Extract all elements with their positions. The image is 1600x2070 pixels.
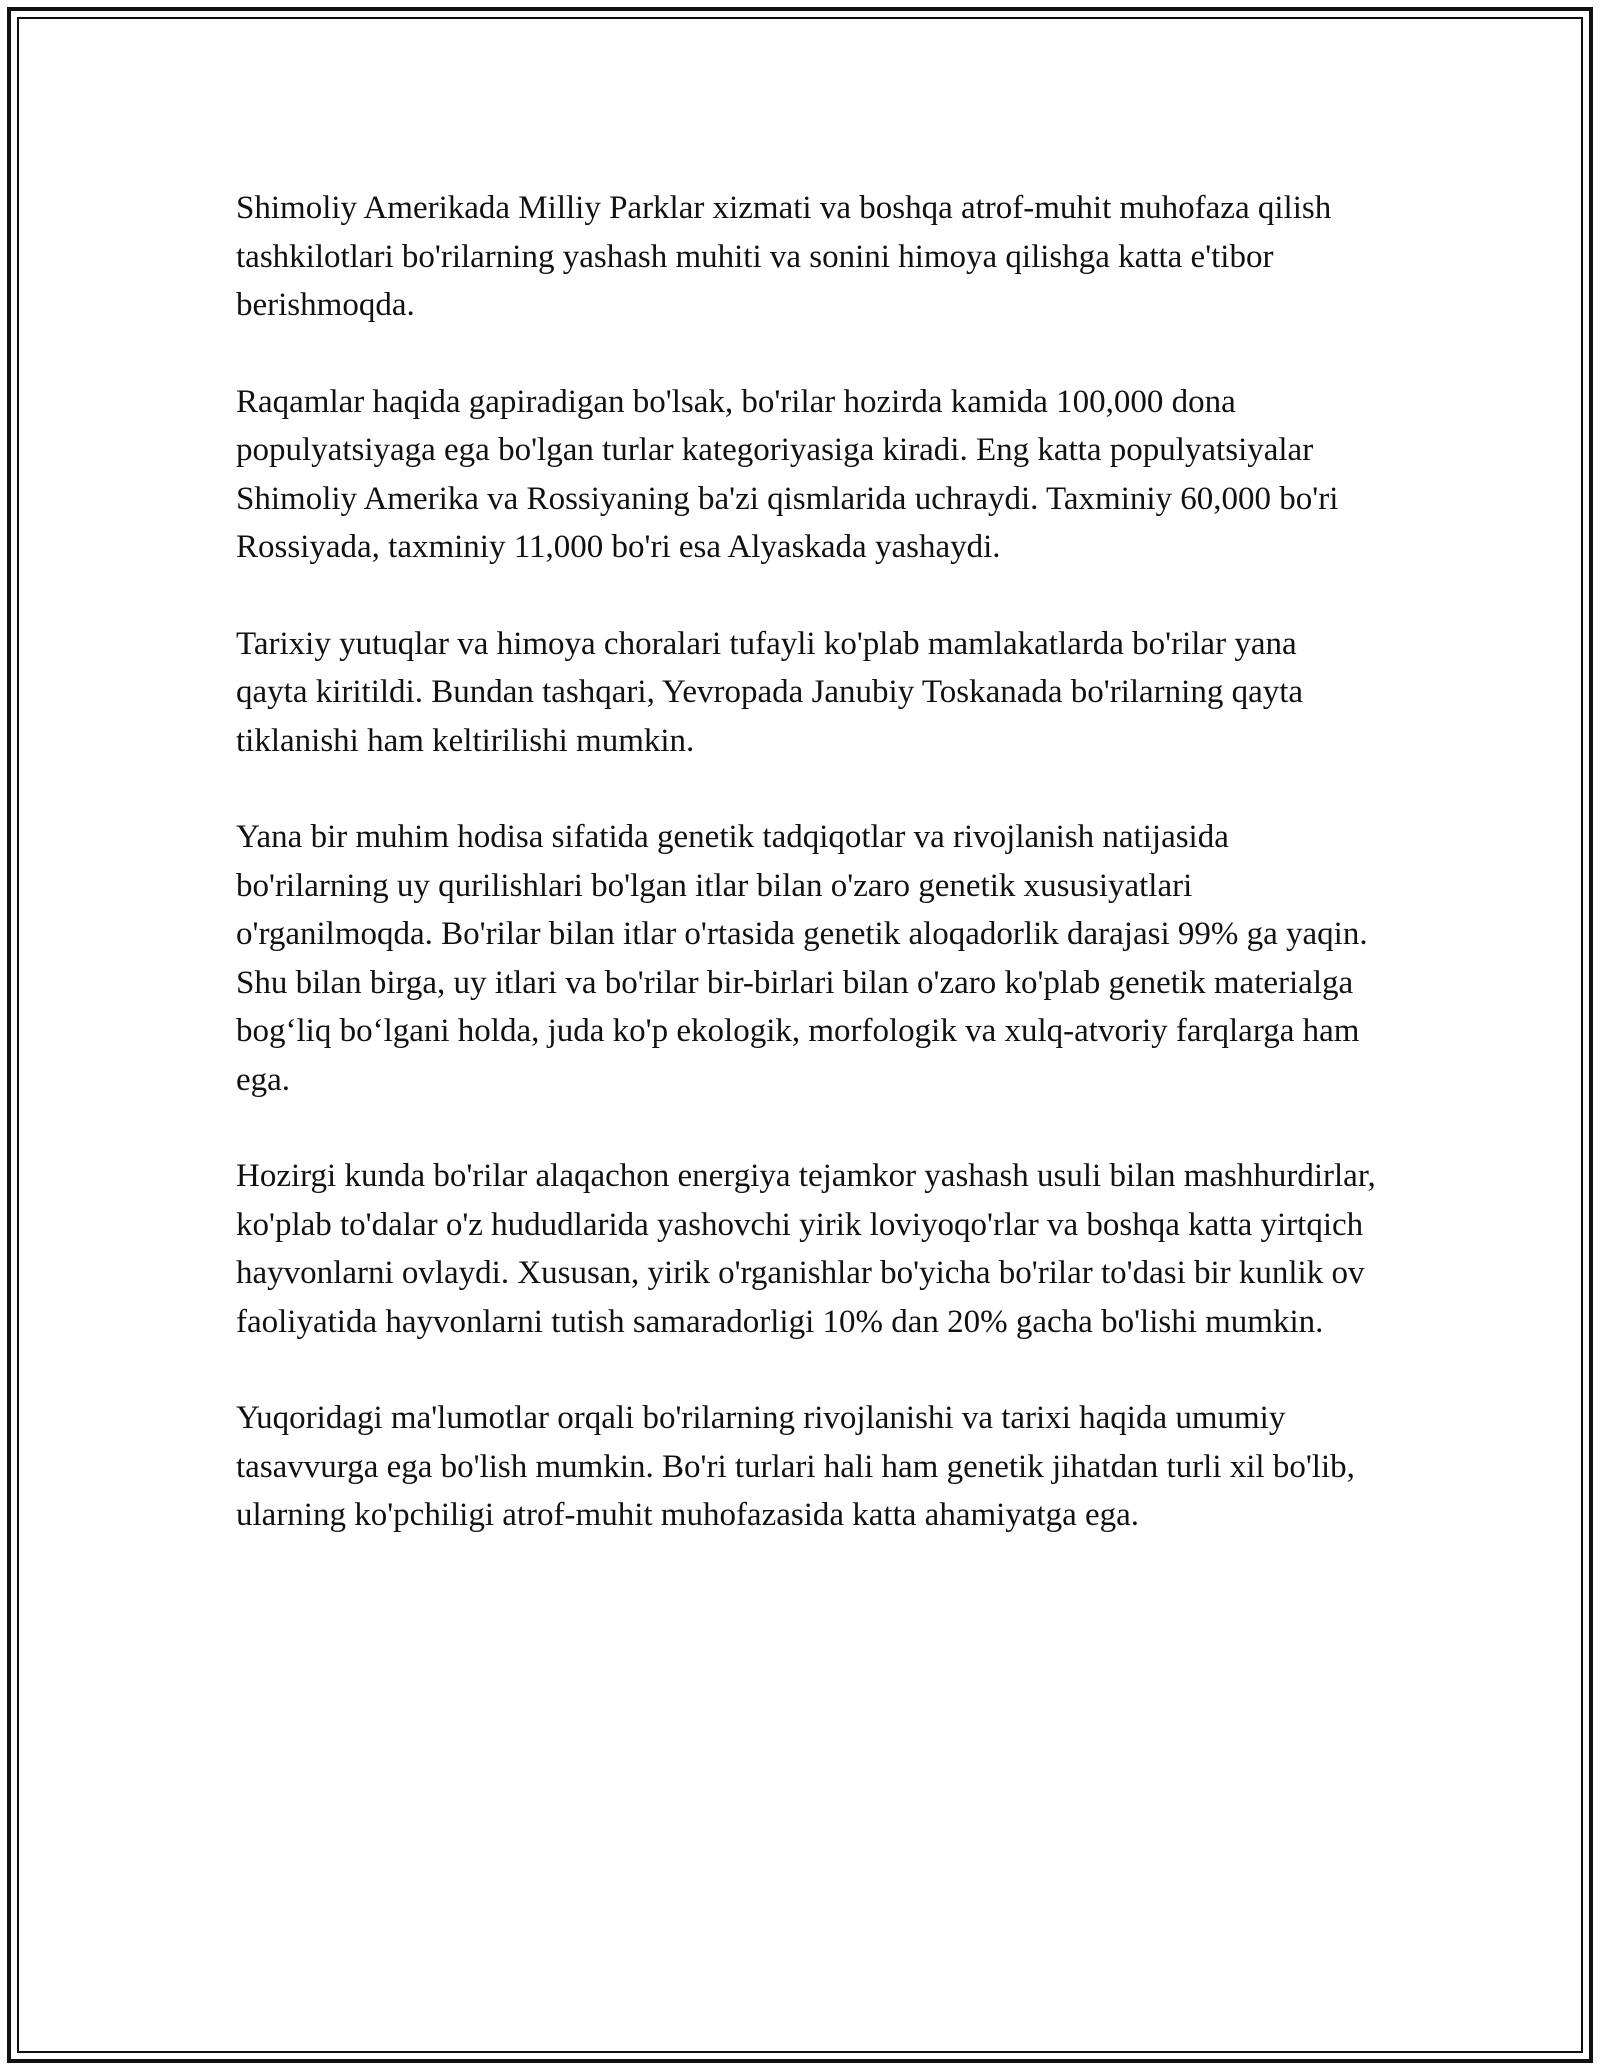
document-body — [236, 184, 1376, 1588]
paragraph-6: Yuqoridagi ma'lumotlar orqali bo'rilarning rivojlanishi va tarixi haqida umumiy tasavvurga ega bo'lish mumkin. Bo'ri turlari hali ham genetik jihatdan turli xil bo'lib, ularning ko'pchiligi atrof-muhit muhofazasida katta ahamiyatga ega. — [236, 1400, 1355, 1533]
paragraph-2: Raqamlar haqida gapiradigan bo'lsak, bo'rilar hozirda kamida 100,000 dona populyatsiyaga ega bo'lgan turlar kategoriyasiga kiradi. Eng katta populyatsiyalar Shimoliy Amerika va Rossiyaning ba'zi qismlarida uchraydi. Taxminiy 60,000 bo'ri Rossiyada, taxminiy 11,000 bo'ri esa Alyaskada yashaydi. — [236, 383, 1339, 565]
paragraph-1: Shimoliy Amerikada Milliy Parklar xizmati va boshqa atrof-muhit muhofaza qilish tashkilotlari bo'rilarning yashash muhiti va sonini himoya qilishga katta e'tibor berishmoqda. — [236, 190, 1332, 323]
paragraph-5: Hozirgi kunda bo'rilar alaqachon energiya tejamkor yashash usuli bilan mashhurdirlar, ko'plab to'dalar o'z hududlarida yashovchi yirik loviyoqo'rlar va boshqa katta yirtqich hayvonlarni ovlaydi. Xususan, yirik o'rganishlar bo'yicha bo'rilar to'dasi bir kunlik ov faoliyatida hayvonlarni tutish samaradorligi 10% dan 20% gacha bo'lishi mumkin. — [236, 1158, 1376, 1340]
paragraph-3: Tarixiy yutuqlar va himoya choralari tufayli ko'plab mamlakatlarda bo'rilar yana qayta kiritildi. Bundan tashqari, Yevropada Janubiy Toskanada bo'rilarning qayta tiklanishi ham keltirilishi mumkin. — [236, 625, 1304, 759]
paragraph-4: Yana bir muhim hodisa sifatida genetik tadqiqotlar va rivojlanish natijasida bo'rilarning uy qurilishlari bo'lgan itlar bilan o'zaro genetik xususiyatlari o'rganilmoqda. Bo'rilar bilan itlar o'rtasida genetik aloqadorlik darajasi 99% ga yaqin. Shu bilan birga, uy itlari va bo'rilar bir-birlari bilan o'zaro ko'plab genetik materialga bog‘liq bo‘lgani holda, juda ko'p ekologik, morfologik va xulq-atvoriy farqlarga ham ega. — [236, 819, 1368, 1098]
